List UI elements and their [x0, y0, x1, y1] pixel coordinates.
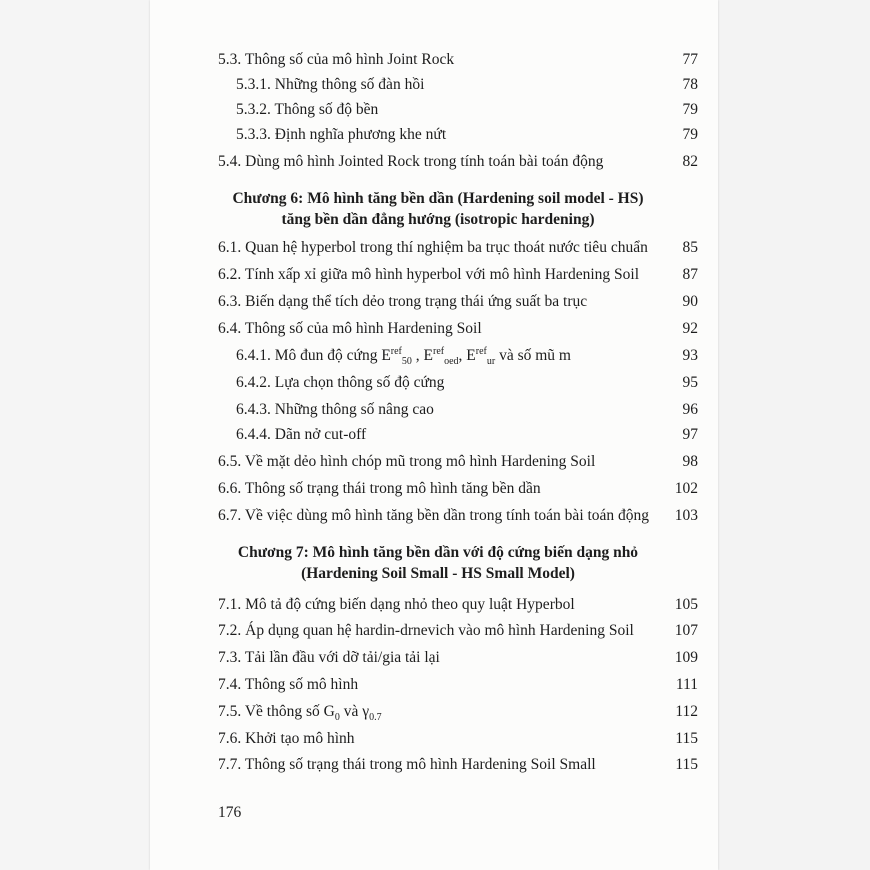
toc-entry — [218, 593, 698, 617]
toc-entry-page: 105 — [674, 596, 698, 613]
toc-entry — [218, 150, 698, 174]
chapter-heading-line: Chương 7: Mô hình tăng bền dần với độ cứng biến dạng nhỏ — [237, 544, 639, 561]
e50-subscript: 50 — [401, 356, 412, 368]
toc-entry-page: 95 — [682, 374, 698, 391]
toc-entry — [218, 290, 698, 314]
toc-entry — [218, 646, 698, 670]
toc-entry-page: 77 — [682, 51, 698, 68]
toc-entry — [218, 236, 698, 260]
toc-entry-title: 7.3. Tải lần đầu với dỡ tải/gia tải lại — [218, 649, 440, 666]
eoed-subscript: oed — [444, 356, 459, 368]
toc-entry-page: 98 — [682, 453, 698, 470]
toc-entry-page: 93 — [682, 347, 698, 364]
toc-entry-title — [218, 700, 382, 724]
toc-entry-page: 112 — [675, 703, 698, 720]
toc-entry — [218, 753, 698, 777]
toc-entry-page: 82 — [682, 153, 698, 170]
toc-entry-title: 6.7. Về việc dùng mô hình tăng bền dần trong tính toán bài toán động — [218, 507, 650, 524]
toc-entry-title: 6.1. Quan hệ hyperbol trong thí nghiệm ba trục thoát nước tiêu chuẩn — [218, 239, 648, 256]
toc-entry-title: 6.5. Về mặt dẻo hình chóp mũ trong mô hình Hardening Soil — [218, 453, 596, 470]
toc-entry-page: 103 — [674, 507, 698, 524]
eur-superscript: ref — [475, 345, 487, 357]
toc-entry-page: 107 — [674, 622, 698, 639]
toc-entry-page: 96 — [682, 401, 698, 418]
scan-margin-right — [718, 0, 870, 870]
toc-entry-page: 111 — [675, 676, 698, 693]
toc-entry-title: 7.6. Khởi tạo mô hình — [218, 730, 355, 747]
toc-entry-title: 5.4. Dùng mô hình Jointed Rock trong tính toán bài toán động — [218, 153, 604, 170]
toc-entry-title: 5.3. Thông số của mô hình Joint Rock — [218, 51, 455, 68]
toc-entry — [218, 727, 698, 751]
toc-entry-title: 6.4.3. Những thông số nâng cao — [236, 401, 434, 418]
toc-entry — [236, 423, 698, 447]
toc-entry — [236, 371, 698, 395]
toc-entry-title: 6.2. Tính xấp xỉ giữa mô hình hyperbol với mô hình Hardening Soil — [218, 266, 639, 283]
toc-entry-page: 79 — [682, 101, 698, 118]
toc-entry-title: 6.4.2. Lựa chọn thông số độ cứng — [236, 374, 445, 391]
e50-superscript: ref — [390, 345, 402, 357]
toc-entry-title-prefix: 7.5. Về thông số G — [218, 703, 335, 720]
toc-entry — [218, 673, 698, 697]
gamma-subscript: 0.7 — [369, 712, 382, 724]
toc-entry-page: 97 — [682, 426, 698, 443]
page-number: 176 — [218, 804, 242, 821]
toc-entry-title: 7.2. Áp dụng quan hệ hardin-drnevich vào mô hình Hardening Soil — [218, 622, 634, 639]
toc-entry-page: 79 — [682, 126, 698, 143]
toc-entry — [218, 700, 698, 724]
toc-entry-title: 6.3. Biến dạng thể tích dẻo trong trạng thái ứng suất ba trục — [218, 293, 588, 310]
toc-entry-title: 6.4.1. Mô đun độ cứng $E^{ref}_{50}$ , $E^{ref}_{oed}$, $E^{ref}_{ur}$ và số mũ m — [236, 345, 571, 368]
toc-entry-title: 6.4. Thông số của mô hình Hardening Soil — [218, 320, 482, 337]
toc-entry — [218, 48, 698, 72]
toc-entry — [218, 450, 698, 474]
toc-entry — [236, 123, 698, 147]
toc-entry-title: 6.6. Thông số trạng thái trong mô hình tăng bền dần — [218, 480, 541, 497]
toc-entry-page: 78 — [682, 76, 698, 93]
toc-entry-title-prefix: 6.4.1. Mô đun độ cứng E — [236, 347, 391, 364]
toc-entry-page: 109 — [674, 649, 698, 666]
toc-entry-title: 5.3.2. Thông số độ bền — [236, 101, 379, 118]
chapter-heading-line: tăng bền dần đẳng hướng (isotropic hardening) — [281, 211, 595, 228]
toc-entry-title: 7.7. Thông số trạng thái trong mô hình Hardening Soil Small — [218, 756, 596, 773]
toc-entry — [218, 317, 698, 341]
toc-entry — [236, 98, 698, 122]
toc-entry-page: 115 — [675, 756, 698, 773]
toc-entry — [236, 398, 698, 422]
toc-entry — [218, 619, 698, 643]
toc-entry-title: 5.3.3. Định nghĩa phương khe nứt — [236, 126, 447, 143]
chapter-heading-line: Chương 6: Mô hình tăng bền dần (Hardening soil model - HS) — [232, 190, 644, 207]
toc-entry — [236, 344, 698, 368]
toc-entry — [218, 263, 698, 287]
toc-entry-page: 115 — [675, 730, 698, 747]
toc-entry-title-mid: và γ — [339, 703, 370, 720]
toc-entry — [218, 504, 698, 528]
toc-entry-page: 102 — [674, 480, 698, 497]
chapter-heading-line: (Hardening Soil Small - HS Small Model) — [301, 565, 575, 582]
toc-entry-title: 6.4.4. Dãn nở cut-off — [236, 426, 367, 443]
toc-entry-title: 7.1. Mô tả độ cứng biến dạng nhỏ theo quy luật Hyperbol — [218, 596, 575, 613]
toc-entry-page: 85 — [682, 239, 698, 256]
eur-subscript: ur — [486, 356, 496, 368]
toc-entry — [218, 477, 698, 501]
toc-entry-page: 90 — [682, 293, 698, 310]
toc-entry-title: 5.3.1. Những thông số đàn hồi — [236, 76, 425, 93]
toc-entry-page: 87 — [682, 266, 698, 283]
scan-margin-left — [0, 0, 150, 870]
eoed-superscript: ref — [432, 345, 445, 357]
toc-entry-title-suffix: và số mũ m — [495, 347, 571, 364]
toc-entry-title: 7.4. Thông số mô hình — [218, 676, 359, 693]
toc-entry — [236, 73, 698, 97]
g0-subscript: 0 — [334, 712, 340, 724]
toc-entry-page: 92 — [682, 320, 698, 337]
